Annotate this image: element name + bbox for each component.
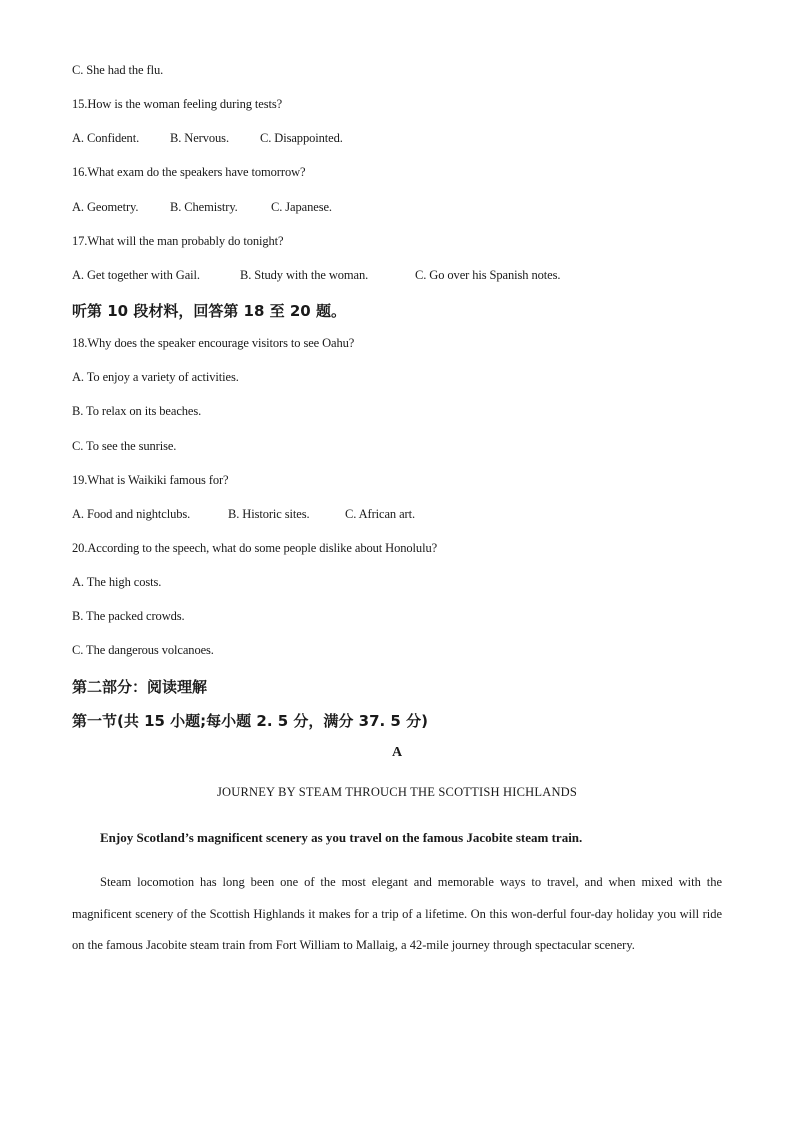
passage-lead: Enjoy Scotland’s magnificent scenery as you travel on the famous Jacobite steam train. <box>100 830 583 845</box>
q20-option-b: B. The packed crowds. <box>72 609 185 623</box>
q18-question: 18.Why does the speaker encourage visitors to see Oahu? <box>72 336 355 350</box>
q19-option-b: B. Historic sites. <box>228 507 310 521</box>
passage-label: A <box>391 745 403 760</box>
q18-option-a: A. To enjoy a variety of activities. <box>72 370 239 384</box>
part2-heading: 第二部分：阅读理解 <box>72 678 208 696</box>
q20-option-c: C. The dangerous volcanoes. <box>72 643 214 657</box>
q17-option-b: B. Study with the woman. <box>240 268 369 282</box>
q16-options <box>72 200 332 215</box>
q16-option-c: C. Japanese. <box>271 200 332 214</box>
q18-option-c: C. To see the sunrise. <box>72 439 177 453</box>
q14-option-c: C. She had the flu. <box>72 63 164 77</box>
q15-question: 15.How is the woman feeling during tests? <box>72 97 283 111</box>
q15-option-a: A. Confident. <box>72 131 140 145</box>
q20-question: 20.According to the speech, what do some people dislike about Honolulu? <box>72 541 438 555</box>
q15-option-c: C. Disappointed. <box>260 131 343 145</box>
q17-option-c: C. Go over his Spanish notes. <box>415 268 561 282</box>
section10-heading: 听第 10 段材料，回答第 18 至 20 题。 <box>72 302 346 320</box>
q17-option-a: A. Get together with Gail. <box>72 268 200 282</box>
q20-option-a: A. The high costs. <box>72 575 162 589</box>
q15-option-b: B. Nervous. <box>170 131 229 145</box>
q17-options <box>72 268 560 283</box>
q17-question: 17.What will the man probably do tonight? <box>72 234 284 248</box>
q19-options <box>72 507 415 522</box>
section1-heading: 第一节(共 15 小题;每小题 2. 5 分，满分 37. 5 分) <box>72 712 428 730</box>
q16-question: 16.What exam do the speakers have tomorrow? <box>72 165 306 179</box>
passage-title: JOURNEY BY STEAM THROUCH THE SCOTTISH HICHLANDS <box>216 785 578 799</box>
q19-option-c: C. African art. <box>345 507 416 521</box>
q15-options <box>72 131 343 146</box>
q19-option-a: A. Food and nightclubs. <box>72 507 191 521</box>
q16-option-a: A. Geometry. <box>72 200 139 214</box>
q16-option-b: B. Chemistry. <box>170 200 238 214</box>
q19-question: 19.What is Waikiki famous for? <box>72 473 229 487</box>
q18-option-b: B. To relax on its beaches. <box>72 404 202 418</box>
passage-paragraph: Steam locomotion has long been one of the most elegant and memorable ways to travel, and when mixed with the magnificent scenery of the Scottish Highlands it makes for a trip of a lifetime. On this won-derful four-day holiday you will ride on the famous Jacobite steam train from Fort William to Mallaig, a 42-mile journey through spectacular scenery. <box>72 875 722 952</box>
